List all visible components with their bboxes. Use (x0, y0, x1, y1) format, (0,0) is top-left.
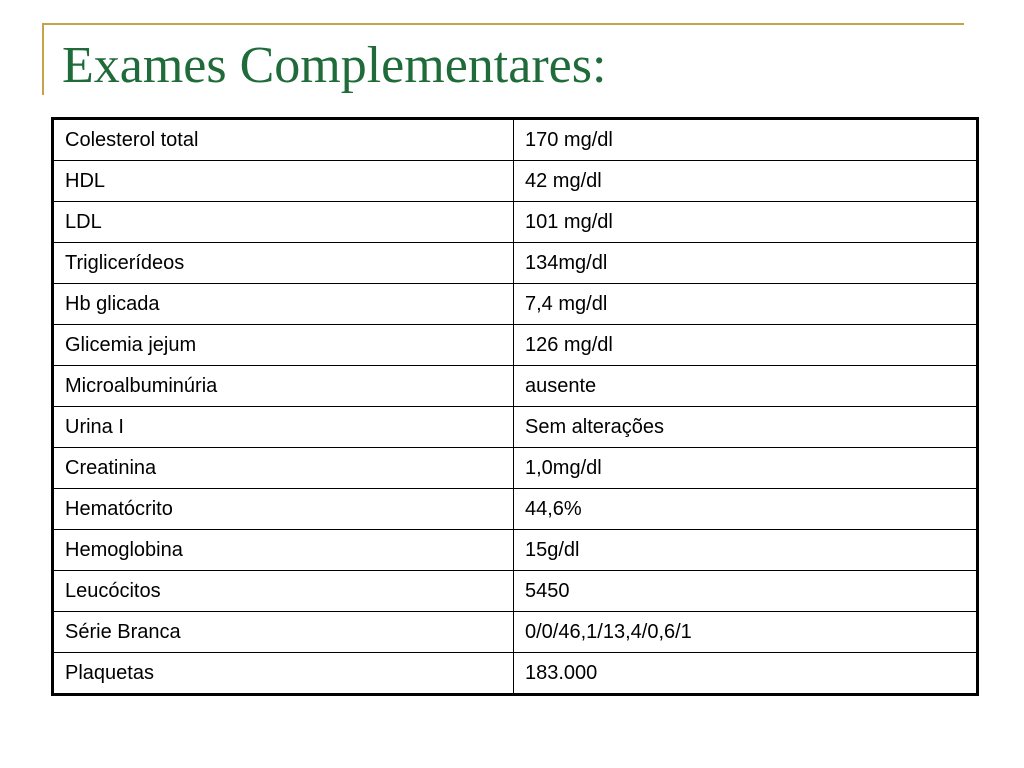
table-row (53, 571, 978, 612)
exam-value-cell: 126 mg/dl (514, 325, 978, 366)
table-row (53, 119, 978, 161)
table-row (53, 489, 978, 530)
table-row (53, 366, 978, 407)
exam-value-cell: 134mg/dl (514, 243, 978, 284)
exam-name-cell: HDL (53, 161, 514, 202)
table-row (53, 612, 978, 653)
exam-results-table (51, 117, 979, 696)
exam-name-cell: Colesterol total (53, 119, 514, 161)
table-row (53, 653, 978, 695)
exam-value-cell: 170 mg/dl (514, 119, 978, 161)
table-row (53, 284, 978, 325)
exam-value-cell: 5450 (514, 571, 978, 612)
exam-value-cell: 101 mg/dl (514, 202, 978, 243)
exam-value-cell: 1,0mg/dl (514, 448, 978, 489)
exam-name-cell: Hematócrito (53, 489, 514, 530)
exam-name-cell: Triglicerídeos (53, 243, 514, 284)
exam-name-cell: LDL (53, 202, 514, 243)
exam-value-cell: 7,4 mg/dl (514, 284, 978, 325)
exam-name-cell: Plaquetas (53, 653, 514, 695)
title-accent-line-top (42, 23, 964, 25)
table-row (53, 448, 978, 489)
table-row (53, 202, 978, 243)
table-row (53, 161, 978, 202)
table-row (53, 325, 978, 366)
exam-name-cell: Glicemia jejum (53, 325, 514, 366)
exam-value-cell: Sem alterações (514, 407, 978, 448)
exam-name-cell: Hemoglobina (53, 530, 514, 571)
exam-name-cell: Creatinina (53, 448, 514, 489)
exam-value-cell: 44,6% (514, 489, 978, 530)
slide-title: Exames Complementares: (62, 37, 607, 94)
exam-name-cell: Urina I (53, 407, 514, 448)
exam-value-cell: 42 mg/dl (514, 161, 978, 202)
exam-name-cell: Série Branca (53, 612, 514, 653)
exam-name-cell: Microalbuminúria (53, 366, 514, 407)
exam-name-cell: Leucócitos (53, 571, 514, 612)
table-row (53, 243, 978, 284)
exam-value-cell: 0/0/46,1/13,4/0,6/1 (514, 612, 978, 653)
exam-value-cell: ausente (514, 366, 978, 407)
exam-value-cell: 183.000 (514, 653, 978, 695)
table-row (53, 407, 978, 448)
table-row (53, 530, 978, 571)
exam-value-cell: 15g/dl (514, 530, 978, 571)
title-accent-line-left (42, 23, 44, 95)
exam-name-cell: Hb glicada (53, 284, 514, 325)
